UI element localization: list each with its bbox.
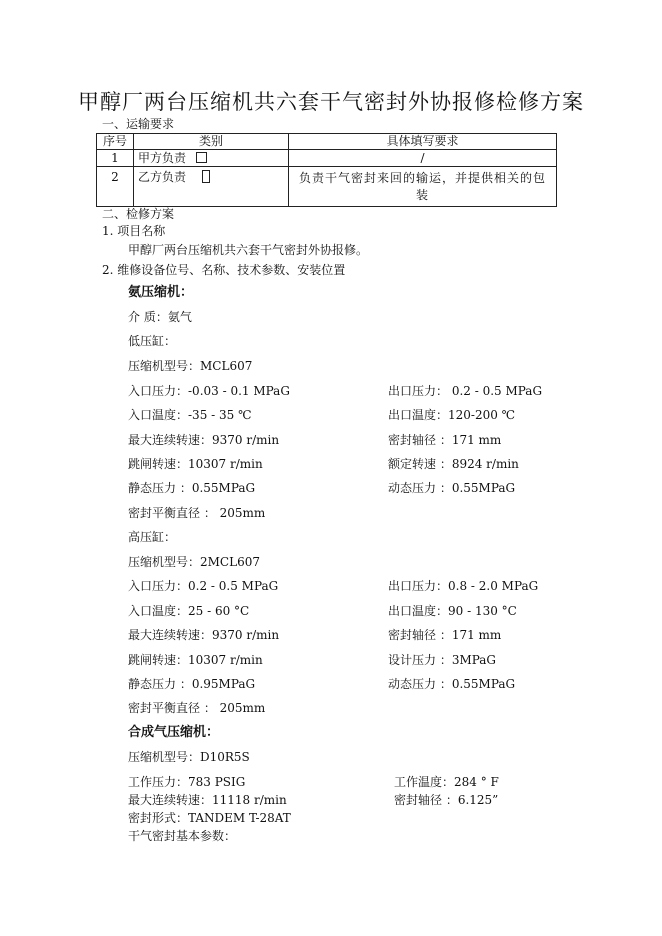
spec-right: 额定转速 ：8924 r/min [388, 457, 519, 471]
section-heading-repair: 二、检修方案 [102, 207, 175, 221]
spec-right: 出口压力： 0.2 - 0.5 MPaG [388, 384, 543, 398]
table-header: 序号 [97, 134, 134, 150]
spec-right: 出口温度：120-200 ℃ [388, 408, 516, 422]
spec-right: 动态压力 ：0.55MPaG [388, 481, 516, 495]
table-header-row [97, 134, 557, 150]
table-header: 类别 [134, 134, 289, 150]
table-header: 具体填写要求 [289, 134, 557, 150]
spec-left: 工作压力：783 PSIG [128, 775, 246, 789]
table-cell [134, 167, 289, 207]
spec-left: 静态压力 ：0.95MPaG [128, 677, 256, 691]
table-cell: 2 [97, 167, 134, 207]
cylinder-heading: 高压缸： [128, 530, 177, 544]
checkbox-icon [196, 152, 207, 163]
section-heading-transport: 一、运输要求 [102, 117, 175, 131]
table-cell: 1 [97, 150, 134, 167]
spec-right: 出口压力：0.8 - 2.0 MPaG [388, 579, 539, 593]
spec-line: 密封平衡直径 ： 205mm [128, 701, 266, 715]
table-cell: 负责干气密封来回的输运，并提供相关的包装 [289, 167, 557, 207]
table-cell [134, 150, 289, 167]
spec-line: 密封平衡直径 ： 205mm [128, 506, 266, 520]
spec-line: 介 质：氨气 [128, 310, 192, 324]
table-row [97, 150, 557, 167]
spec-left: 入口压力：-0.03 - 0.1 MPaG [128, 384, 290, 398]
checkbox-icon [202, 170, 210, 183]
category-label: 乙方负责 [138, 170, 187, 184]
spec-right: 出口温度：90 - 130 °C [388, 604, 517, 618]
spec-left: 入口压力：0.2 - 0.5 MPaG [128, 579, 279, 593]
spec-right: 密封轴径 ：6.125” [394, 793, 499, 807]
page-title: 甲醇厂两台压缩机共六套干气密封外协报修检修方案 [78, 90, 584, 114]
item-heading: 2. 维修设备位号、名称、技术参数、安装位置 [102, 263, 346, 277]
spec-left: 入口温度：25 - 60 °C [128, 604, 250, 618]
category-label: 甲方负责 [138, 150, 187, 165]
spec-left: 最大连续转速：9370 r/min [128, 433, 280, 447]
spec-right: 动态压力 ：0.55MPaG [388, 677, 516, 691]
spec-left: 静态压力 ：0.55MPaG [128, 481, 256, 495]
spec-left: 跳闸转速：10307 r/min [128, 653, 263, 667]
spec-right: 密封轴径 ：171 mm [388, 628, 502, 642]
spec-left: 最大连续转速：9370 r/min [128, 628, 280, 642]
item-text: 甲醇厂两台压缩机共六套干气密封外协报修。 [128, 243, 369, 257]
table-cell: / [289, 150, 557, 167]
subsection-heading: 氨压缩机： [128, 285, 194, 300]
spec-line: 密封形式：TANDEM T-28AT [128, 811, 291, 825]
table-row [97, 167, 557, 207]
cylinder-heading: 低压缸： [128, 334, 177, 348]
spec-right: 密封轴径 ：171 mm [388, 433, 502, 447]
spec-right: 工作温度：284 ° F [394, 775, 499, 789]
item-heading: 1. 项目名称 [102, 224, 166, 238]
subsection-heading: 合成气压缩机： [128, 725, 220, 740]
spec-line: 干气密封基本参数： [128, 829, 237, 843]
spec-line: 压缩机型号：MCL607 [128, 359, 253, 373]
spec-line: 压缩机型号：2MCL607 [128, 555, 260, 569]
spec-line: 压缩机型号：D10R5S [128, 750, 250, 764]
transport-table [96, 133, 557, 207]
spec-left: 入口温度：-35 - 35 ℃ [128, 408, 252, 422]
spec-left: 跳闸转速：10307 r/min [128, 457, 263, 471]
spec-left: 最大连续转速：11118 r/min [128, 793, 287, 807]
spec-right: 设计压力 ：3MPaG [388, 653, 497, 667]
